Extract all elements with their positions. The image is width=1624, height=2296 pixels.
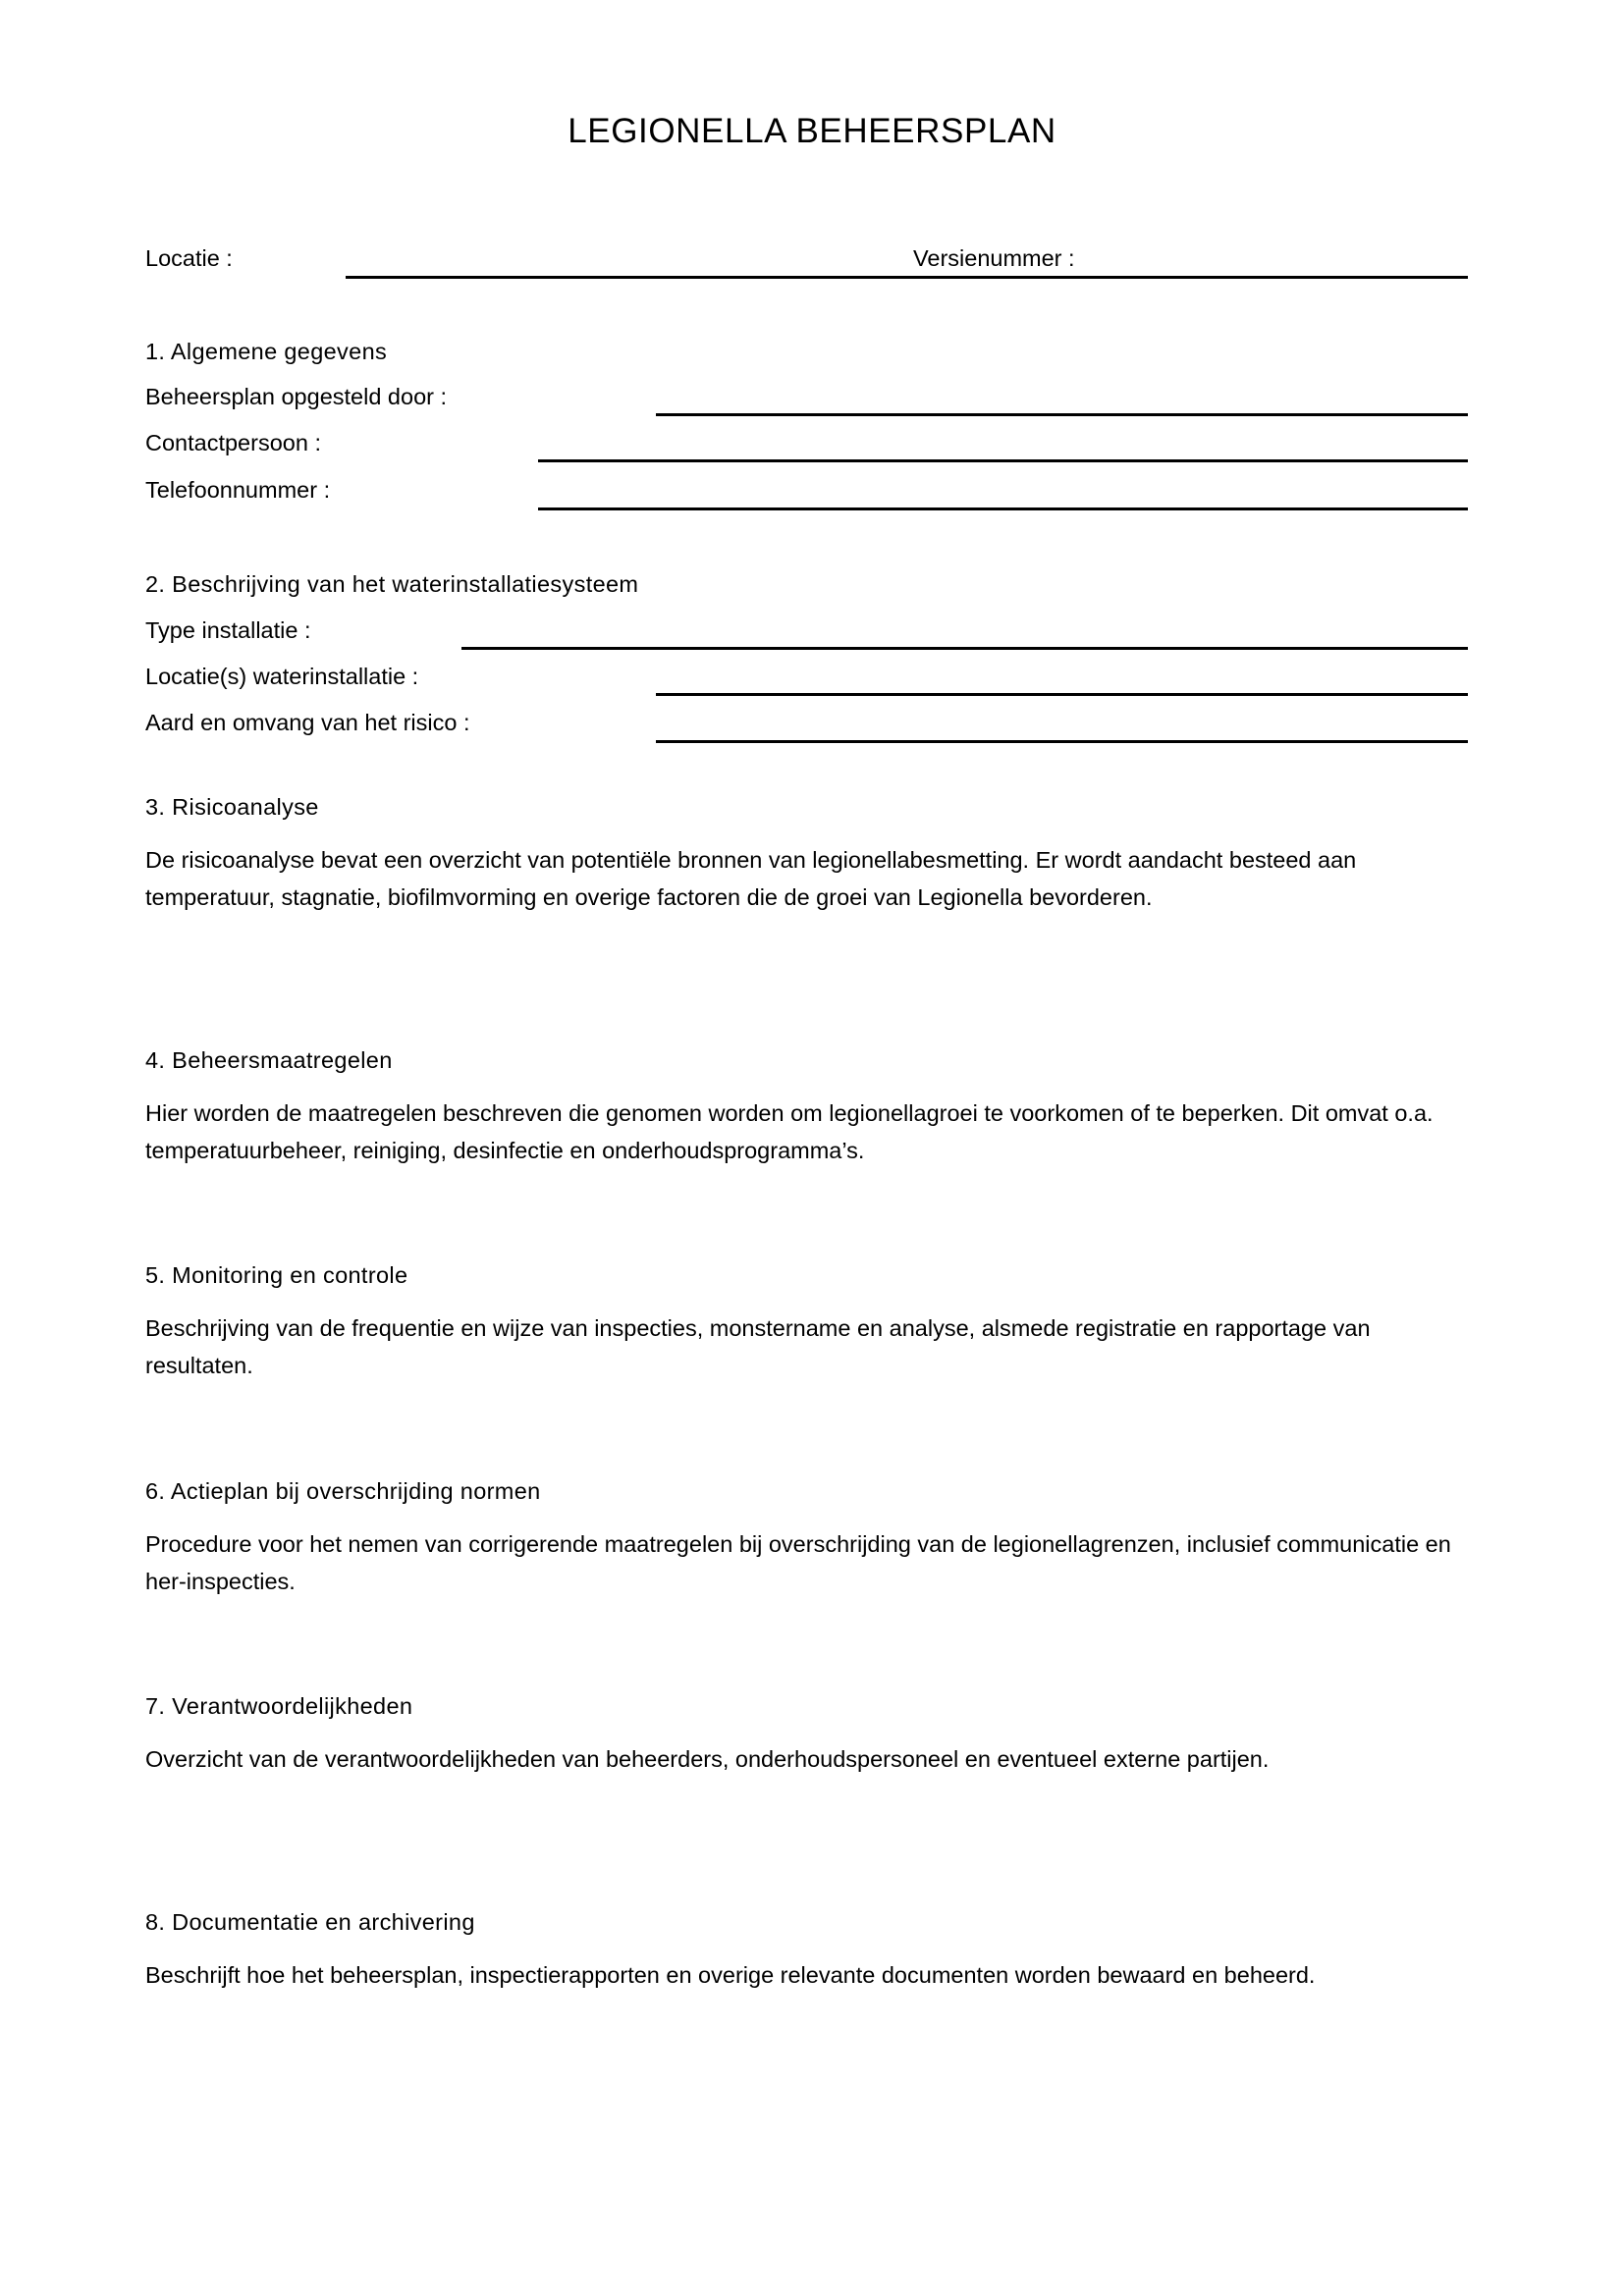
versienummer-label: Versienummer : bbox=[913, 245, 1075, 271]
page-title: LEGIONELLA BEHEERSPLAN bbox=[568, 112, 1056, 150]
section-1-heading: 1. Algemene gegevens bbox=[145, 339, 388, 364]
section-2-heading: 2. Beschrijving van het waterinstallatiesysteem bbox=[145, 571, 639, 597]
beheersplan-opgesteld-door-label: Beheersplan opgesteld door : bbox=[145, 384, 448, 409]
section-7-heading: 7. Verantwoordelijkheden bbox=[145, 1693, 413, 1719]
section-5-body: Beschrijving van de frequentie en wijze van inspecties, monstername en analyse, alsmede registratie en rapportage van resultaten. bbox=[145, 1315, 1371, 1378]
section-3-body: De risicoanalyse bevat een overzicht van potentiële bronnen van legionellabesmetting. Er wordt aandacht besteed aan temperatuur, stagnatie, biofilmvorming en overige factoren die de groei van Legionella bevorderen. bbox=[145, 847, 1357, 910]
type-installatie-input-line[interactable] bbox=[461, 647, 1468, 650]
section-7-body: Overzicht van de verantwoordelijkheden van beheerders, onderhoudspersoneel en eventueel externe partijen. bbox=[145, 1746, 1270, 1772]
section-4-heading: 4. Beheersmaatregelen bbox=[145, 1047, 393, 1073]
locatie-input-line[interactable] bbox=[346, 276, 1468, 279]
section-4-body: Hier worden de maatregelen beschreven die genomen worden om legionellagroei te voorkomen of te beperken. Dit omvat o.a. temperatuurbeheer, reiniging, desinfectie en onderhoudsprogramma’s. bbox=[145, 1100, 1434, 1163]
section-6-body: Procedure voor het nemen van corrigerende maatregelen bij overschrijding van de legionellagrenzen, inclusief communicatie en her-inspecties. bbox=[145, 1531, 1451, 1594]
contactpersoon-input-line[interactable] bbox=[538, 459, 1468, 462]
section-6-heading: 6. Actieplan bij overschrijding normen bbox=[145, 1478, 541, 1504]
locaties-waterinstallatie-label: Locatie(s) waterinstallatie : bbox=[145, 664, 419, 689]
locaties-waterinstallatie-input-line[interactable] bbox=[656, 693, 1468, 696]
contactpersoon-label: Contactpersoon : bbox=[145, 430, 321, 455]
section-3-heading: 3. Risicoanalyse bbox=[145, 794, 319, 820]
telefoonnummer-input-line[interactable] bbox=[538, 507, 1468, 510]
section-5-heading: 5. Monitoring en controle bbox=[145, 1262, 408, 1288]
locatie-label: Locatie : bbox=[145, 245, 233, 271]
aard-en-omvang-risico-input-line[interactable] bbox=[656, 740, 1468, 743]
telefoonnummer-label: Telefoonnummer : bbox=[145, 477, 331, 503]
type-installatie-label: Type installatie : bbox=[145, 617, 311, 643]
section-8-heading: 8. Documentatie en archivering bbox=[145, 1909, 475, 1935]
aard-en-omvang-risico-label: Aard en omvang van het risico : bbox=[145, 710, 470, 735]
section-8-body: Beschrijft hoe het beheersplan, inspectierapporten en overige relevante documenten worden bewaard en beheerd. bbox=[145, 1962, 1316, 1988]
beheersplan-opgesteld-door-input-line[interactable] bbox=[656, 413, 1468, 416]
